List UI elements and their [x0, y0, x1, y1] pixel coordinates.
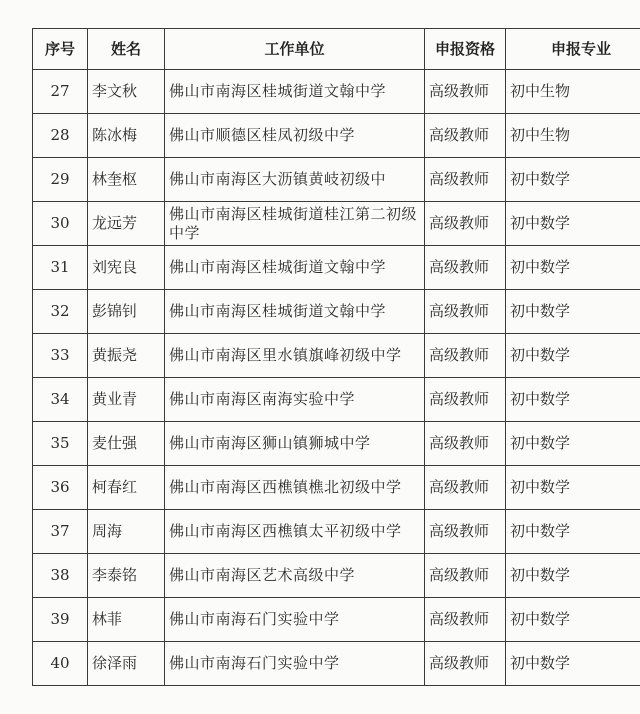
cell-qualification: 高级教师	[425, 422, 506, 466]
cell-name: 麦仕强	[88, 422, 165, 466]
cell-work-unit: 佛山市南海区里水镇旗峰初级中学	[165, 334, 425, 378]
cell-work-unit: 佛山市南海区狮山镇狮城中学	[165, 422, 425, 466]
cell-serial-number: 37	[33, 510, 88, 554]
cell-name: 陈冰梅	[88, 114, 165, 158]
table-row	[33, 246, 640, 290]
cell-qualification: 高级教师	[425, 466, 506, 510]
cell-qualification: 高级教师	[425, 158, 506, 202]
cell-major: 初中数学	[506, 246, 640, 290]
header-name: 姓名	[88, 29, 165, 70]
cell-serial-number: 28	[33, 114, 88, 158]
cell-serial-number: 36	[33, 466, 88, 510]
cell-work-unit: 佛山市顺德区桂凤初级中学	[165, 114, 425, 158]
cell-major: 初中数学	[506, 334, 640, 378]
cell-qualification: 高级教师	[425, 642, 506, 686]
cell-name: 黄业青	[88, 378, 165, 422]
header-serial-number: 序号	[33, 29, 88, 70]
cell-work-unit: 佛山市南海区南海实验中学	[165, 378, 425, 422]
header-work-unit: 工作单位	[165, 29, 425, 70]
cell-name: 刘宪良	[88, 246, 165, 290]
cell-major: 初中生物	[506, 70, 640, 114]
table-row	[33, 598, 640, 642]
table-row	[33, 642, 640, 686]
table-row	[33, 290, 640, 334]
table-body	[33, 70, 640, 686]
table-row	[33, 158, 640, 202]
cell-serial-number: 38	[33, 554, 88, 598]
cell-qualification: 高级教师	[425, 510, 506, 554]
header-qualification: 申报资格	[425, 29, 506, 70]
table-row	[33, 554, 640, 598]
cell-serial-number: 30	[33, 202, 88, 246]
cell-serial-number: 35	[33, 422, 88, 466]
cell-qualification: 高级教师	[425, 290, 506, 334]
cell-work-unit: 佛山市南海区西樵镇樵北初级中学	[165, 466, 425, 510]
cell-work-unit: 佛山市南海区桂城街道文翰中学	[165, 70, 425, 114]
table-row	[33, 202, 640, 246]
cell-major: 初中数学	[506, 466, 640, 510]
cell-name: 黄振尧	[88, 334, 165, 378]
header-major: 申报专业	[506, 29, 640, 70]
cell-name: 柯春红	[88, 466, 165, 510]
cell-major: 初中生物	[506, 114, 640, 158]
cell-qualification: 高级教师	[425, 114, 506, 158]
table-row	[33, 334, 640, 378]
cell-serial-number: 31	[33, 246, 88, 290]
cell-major: 初中数学	[506, 202, 640, 246]
cell-name: 林菲	[88, 598, 165, 642]
cell-name: 彭锦钊	[88, 290, 165, 334]
cell-work-unit: 佛山市南海石门实验中学	[165, 642, 425, 686]
cell-name: 龙远芳	[88, 202, 165, 246]
cell-qualification: 高级教师	[425, 334, 506, 378]
table-row	[33, 466, 640, 510]
cell-serial-number: 34	[33, 378, 88, 422]
cell-major: 初中数学	[506, 554, 640, 598]
teacher-roster-table	[32, 28, 640, 686]
cell-work-unit: 佛山市南海区大沥镇黄岐初级中	[165, 158, 425, 202]
cell-major: 初中数学	[506, 510, 640, 554]
cell-serial-number: 29	[33, 158, 88, 202]
table-row	[33, 510, 640, 554]
cell-qualification: 高级教师	[425, 70, 506, 114]
cell-work-unit: 佛山市南海石门实验中学	[165, 598, 425, 642]
table-row	[33, 378, 640, 422]
cell-work-unit: 佛山市南海区桂城街道文翰中学	[165, 246, 425, 290]
cell-serial-number: 39	[33, 598, 88, 642]
cell-work-unit: 佛山市南海区西樵镇太平初级中学	[165, 510, 425, 554]
cell-work-unit: 佛山市南海区桂城街道桂江第二初级中学	[165, 202, 425, 246]
table-header	[33, 29, 640, 70]
cell-qualification: 高级教师	[425, 202, 506, 246]
cell-serial-number: 33	[33, 334, 88, 378]
cell-name: 徐泽雨	[88, 642, 165, 686]
table-row	[33, 70, 640, 114]
cell-qualification: 高级教师	[425, 598, 506, 642]
header-row	[33, 29, 640, 70]
cell-work-unit: 佛山市南海区桂城街道文翰中学	[165, 290, 425, 334]
cell-qualification: 高级教师	[425, 246, 506, 290]
cell-qualification: 高级教师	[425, 378, 506, 422]
cell-serial-number: 40	[33, 642, 88, 686]
cell-major: 初中数学	[506, 378, 640, 422]
cell-major: 初中数学	[506, 642, 640, 686]
cell-major: 初中数学	[506, 158, 640, 202]
table-row	[33, 114, 640, 158]
cell-work-unit: 佛山市南海区艺术高级中学	[165, 554, 425, 598]
cell-qualification: 高级教师	[425, 554, 506, 598]
cell-serial-number: 27	[33, 70, 88, 114]
cell-name: 周海	[88, 510, 165, 554]
table-row	[33, 422, 640, 466]
cell-major: 初中数学	[506, 290, 640, 334]
cell-name: 李泰铭	[88, 554, 165, 598]
cell-name: 李文秋	[88, 70, 165, 114]
cell-name: 林奎枢	[88, 158, 165, 202]
cell-serial-number: 32	[33, 290, 88, 334]
cell-major: 初中数学	[506, 598, 640, 642]
cell-major: 初中数学	[506, 422, 640, 466]
